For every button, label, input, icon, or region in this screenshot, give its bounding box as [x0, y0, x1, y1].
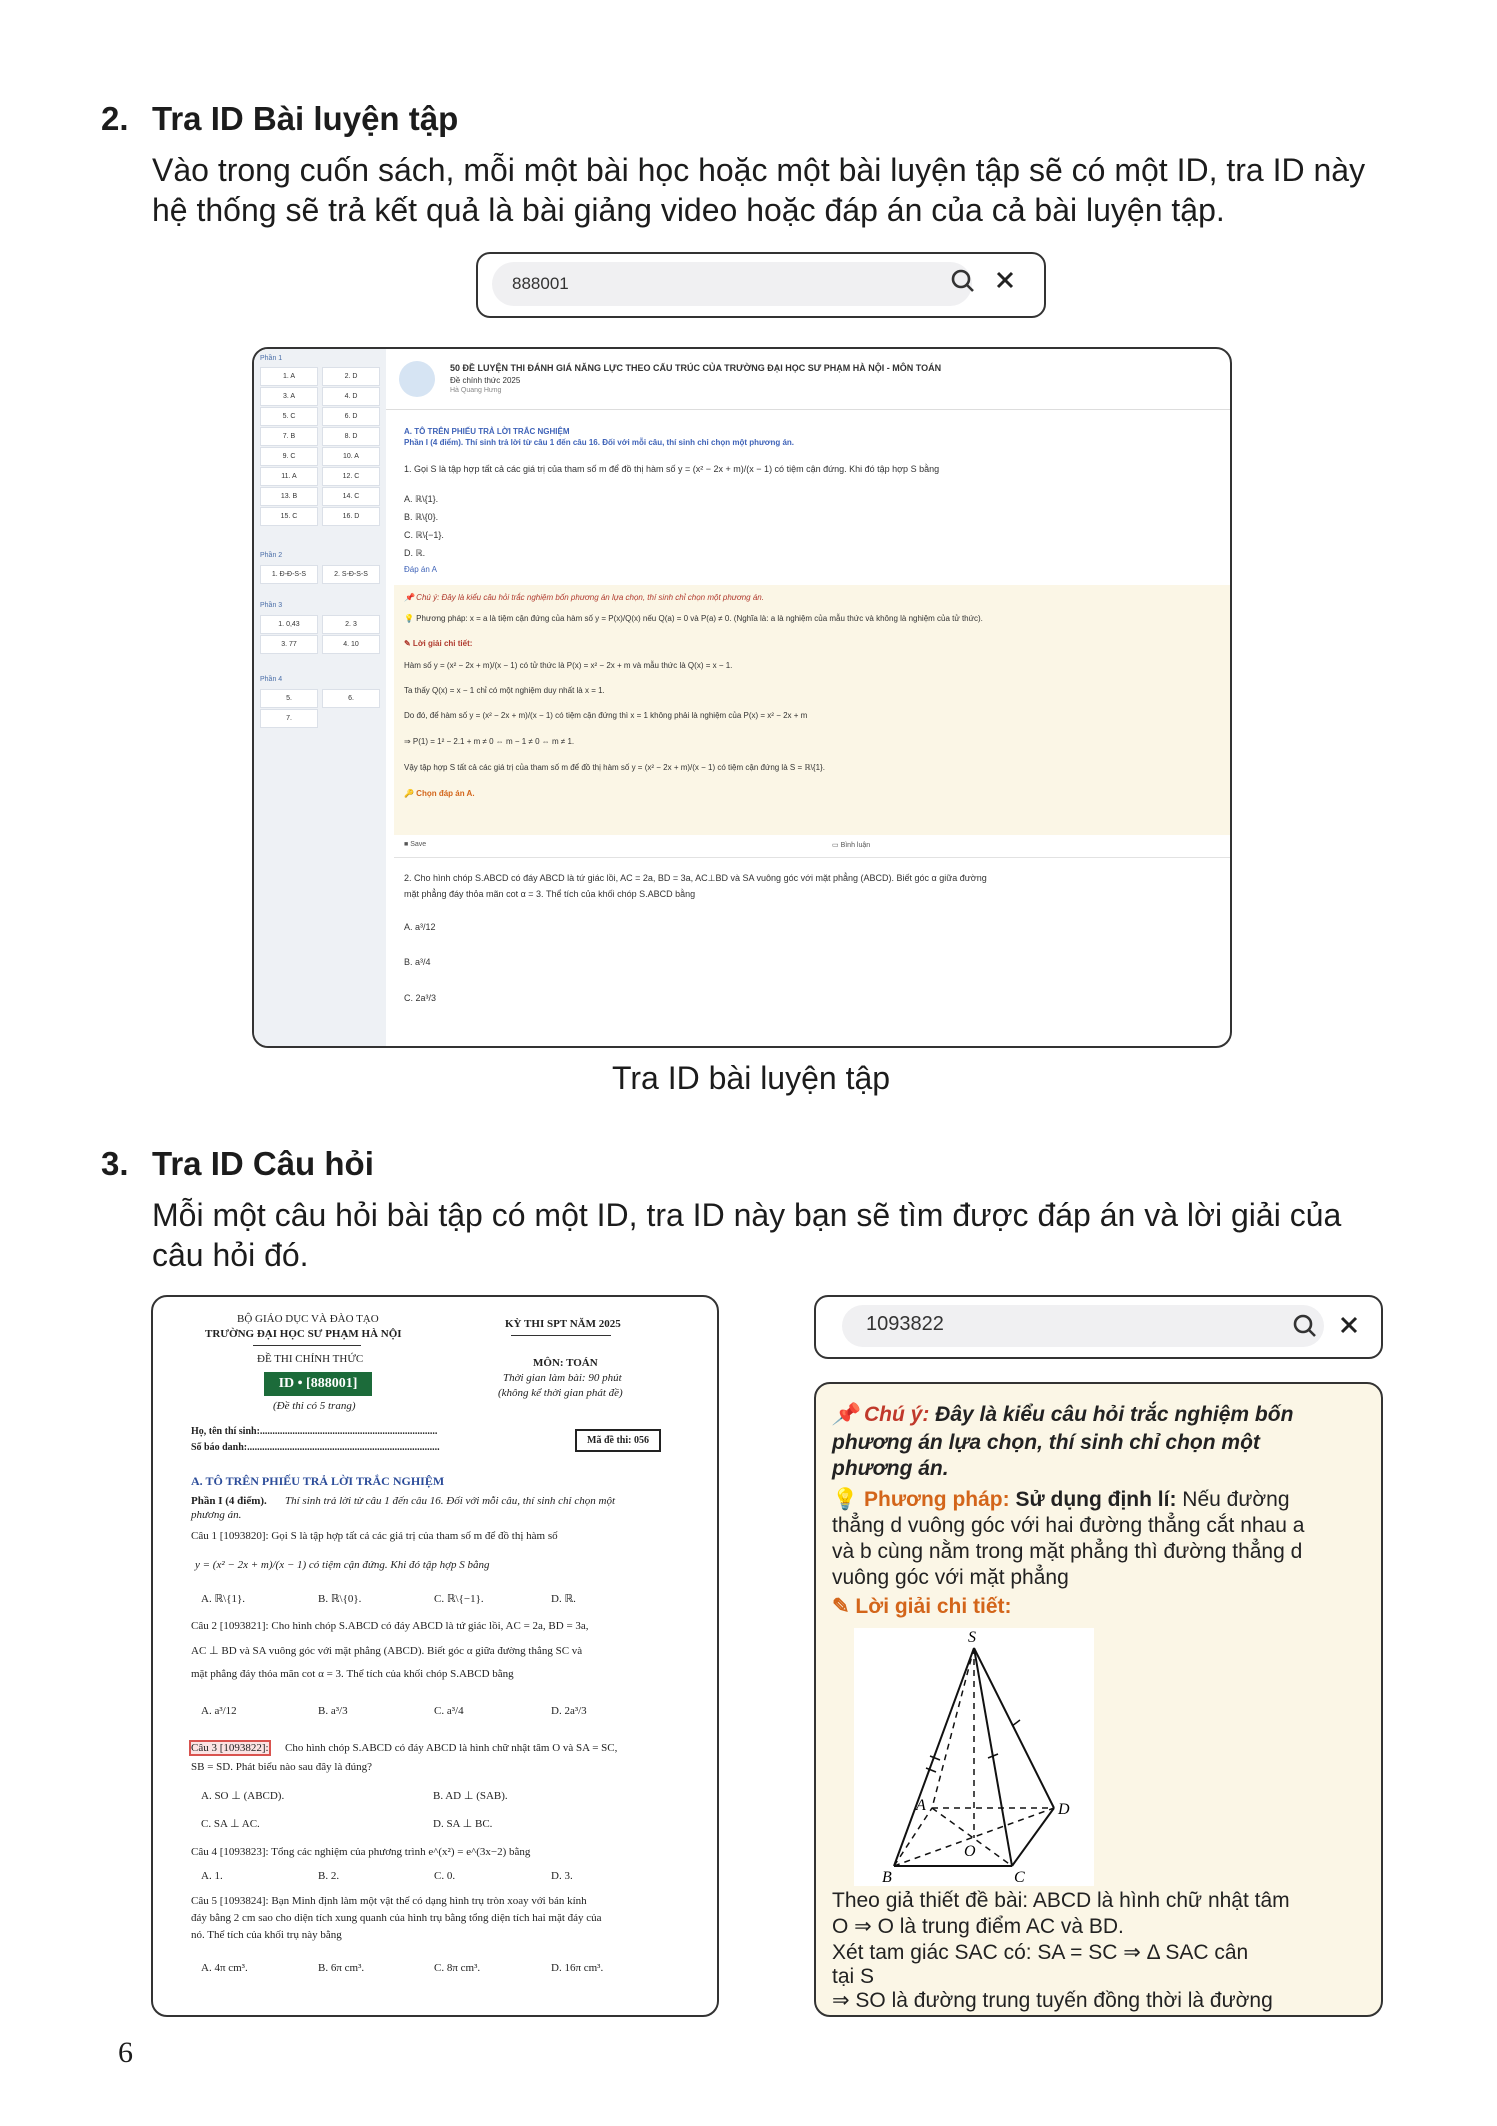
solution-line5: ⇒ SO là đường trung tuyến đồng thời là đường [832, 1989, 1273, 2012]
exam-q1-d: D. ℝ. [551, 1593, 576, 1605]
exam-q1: Câu 1 [1093820]: Gọi S là tập hợp tất cả các giá trị của tham số m để đồ thị hàm số [191, 1530, 558, 1542]
exam-q5-c: C. 8π cm³. [434, 1962, 481, 1974]
exam-q5-l1: Câu 5 [1093824]: Bạn Minh định làm một vật thể có dạng hình trụ tròn xoay với bán kính [191, 1895, 587, 1907]
pyramid-diagram [854, 1628, 1094, 1886]
answer-cell[interactable]: 7. [260, 709, 318, 728]
answer-cell[interactable]: 5. C [260, 407, 318, 426]
solution-line4: tại S [832, 1965, 875, 1988]
answer-cell[interactable]: 15. C [260, 507, 318, 526]
lesson-result-screenshot [252, 347, 1232, 1048]
method-line2: thẳng d vuông góc với hai đường thẳng cắt nhau a [832, 1514, 1305, 1537]
comment-icon: ▭ [832, 842, 841, 849]
section2-title: Tra ID Bài luyện tập [152, 100, 459, 137]
section2-number: 2. [101, 100, 129, 137]
exam-q3-c: C. SA ⊥ AC. [201, 1818, 260, 1830]
point-label-b: B [882, 1869, 892, 1886]
note-line3: phương án. [832, 1457, 949, 1480]
answer-cell[interactable]: 9. C [260, 447, 318, 466]
exam-q4-a: A. 1. [201, 1870, 223, 1882]
exam-q2-c: C. a³/4 [434, 1705, 464, 1717]
part1-description: Phần I (4 điểm). Thí sinh trả lời từ câu 1 đến câu 16. Đối với mỗi câu, thí sinh chỉ chọn một phương án. [404, 438, 795, 447]
answer-cell[interactable]: 2. S-Đ-S-S [322, 565, 380, 584]
q2-option-a: A. a³/12 [404, 922, 436, 932]
answer-cell[interactable]: 8. D [322, 427, 380, 446]
answer-cell[interactable]: 1. A [260, 367, 318, 386]
section3-para-line2: câu hỏi đó. [152, 1237, 309, 1273]
exam-q1-a: A. ℝ\{1}. [201, 1593, 246, 1605]
point-label-a: A [916, 1797, 926, 1814]
save-label: Save [410, 841, 427, 848]
solution-line-1: Hàm số y = (x² − 2x + m)/(x − 1) có tử thức là P(x) = x² − 2x + m và mẫu thức là Q(x) = x − 1. [404, 661, 733, 670]
answer-cell[interactable]: 5. [260, 689, 318, 708]
exam-q2-l1: Câu 2 [1093821]: Cho hình chóp S.ABCD có đáy ABCD là tứ giác lồi, AC = 2a, BD = 3a, [191, 1620, 589, 1632]
answer-cell[interactable]: 16. D [322, 507, 380, 526]
point-label-o: O [964, 1843, 976, 1860]
q1-option-b: B. ℝ\{0}. [404, 512, 439, 522]
subject: MÔN: TOÁN [533, 1357, 598, 1369]
answer-cell[interactable]: 13. B [260, 487, 318, 506]
point-label-d: D [1058, 1801, 1070, 1818]
exam-q5-l3: nó. Thể tích của khối trụ này bằng [191, 1929, 342, 1941]
answer-cell[interactable]: 7. B [260, 427, 318, 446]
answer-cell[interactable]: 12. C [322, 467, 380, 486]
method-bold: Sử dụng định lí: [1009, 1488, 1177, 1511]
exam-title: KỲ THI SPT NĂM 2025 [505, 1318, 621, 1330]
answer-cell[interactable]: 2. 3 [322, 615, 380, 634]
section2-para-line2: hệ thống sẽ trả kết quả là bài giảng video hoặc đáp án của cả bài luyện tập. [152, 192, 1225, 228]
answer-cell[interactable]: 3. A [260, 387, 318, 406]
answer-cell[interactable]: 1. 0,43 [260, 615, 318, 634]
exam-q5-b: B. 6π cm³. [318, 1962, 365, 1974]
solution-line-2: Ta thấy Q(x) = x − 1 chỉ có một nghiệm duy nhất là x = 1. [404, 686, 605, 695]
exam-q2-l3: mặt phẳng đáy thỏa mãn cot α = 3. Thể tích của khối chóp S.ABCD bằng [191, 1668, 514, 1680]
question-2-line1: 2. Cho hình chóp S.ABCD có đáy ABCD là tứ giác lồi, AC = 2a, BD = 3a, AC⊥BD và SA vuông góc với mặt phẳng (ABCD). Biết góc α giữa đường [404, 873, 987, 883]
result-title: 50 ĐỀ LUYỆN THI ĐÁNH GIÁ NĂNG LỰC THEO CẤU TRÚC CỦA TRƯỜNG ĐẠI HỌC SƯ PHẠM HÀ NỘI - MÔN TOÁN [450, 363, 942, 373]
question-2-line2: mặt phẳng đáy thỏa mãn cot α = 3. Thể tích của khối chóp S.ABCD bằng [404, 889, 696, 899]
question-1: 1. Gọi S là tập hợp tất cả các giá trị của tham số m để đồ thị hàm số y = (x² − 2x + m)/(x − 1) có tiệm cận đứng. Khi đó tập hợp S bằng [404, 464, 940, 474]
ministry: BỘ GIÁO DỤC VÀ ĐÀO TẠO [237, 1313, 379, 1325]
answer-cell[interactable]: 1. Đ-Đ-S-S [260, 565, 318, 584]
exam-q4-b: B. 2. [318, 1870, 340, 1882]
solution-line-3: Do đó, để hàm số y = (x² − 2x + m)/(x − 1) có tiệm cận đứng thì x = 1 không phải là nghiệm của P(x) = x² − 2x + m [404, 711, 808, 720]
exam-q1-b: B. ℝ\{0}. [318, 1593, 362, 1605]
discuss-label: Bình luận [840, 842, 871, 849]
exam-q4-d: D. 3. [551, 1870, 573, 1882]
q1-option-c: C. ℝ\{−1}. [404, 530, 444, 540]
exam-q3-id-highlight[interactable]: Câu 3 [1093822]: [191, 1742, 269, 1754]
section3-title: Tra ID Câu hỏi [152, 1145, 374, 1182]
page-number: 6 [118, 2036, 133, 2069]
exam-q1-formula: y = (x² − 2x + m)/(x − 1) có tiệm cận đứng. Khi đó tập hợp S bằng [195, 1559, 490, 1571]
exam-q3-d: D. SA ⊥ BC. [433, 1818, 493, 1830]
answer-cell[interactable]: 4. D [322, 387, 380, 406]
exam-section-a: A. TÔ TRÊN PHIẾU TRẢ LỜI TRẮC NGHIỆM [191, 1474, 445, 1488]
method-line: 💡 Phương pháp: x = a là tiệm cận đứng của hàm số y = P(x)/Q(x) nếu Q(a) = 0 và P(a) ≠ 0. (Nghĩa là: a là nghiệm của mẫu thức và không là nghiệm của tử thức). [404, 614, 983, 623]
exam-q5-d: D. 16π cm³. [551, 1962, 604, 1974]
search-box-lesson [476, 252, 1046, 318]
sidebar-part3: Phần 3 [260, 602, 283, 609]
q1-option-a: A. ℝ\{1}. [404, 494, 439, 504]
answer-cell[interactable]: 6. D [322, 407, 380, 426]
caption-lesson: Tra ID bài luyện tập [612, 1060, 891, 1096]
solution-line-5: Vậy tập hợp S tất cả các giá trị của tham số m để đồ thị hàm số y = (x² − 2x + m)/(x − 1) có tiệm cận đứng là S = ℝ\{1}. [404, 763, 825, 772]
solution-title: ✎ Lời giải chi tiết: [832, 1595, 1012, 1618]
q2-option-b: B. a³/4 [404, 957, 431, 967]
solution-line2: O ⇒ O là trung điểm AC và BD. [832, 1915, 1124, 1938]
exam-q3-rest: Cho hình chóp S.ABCD có đáy ABCD là hình chữ nhật tâm O và SA = SC, [285, 1742, 618, 1754]
search-input-value: 888001 [512, 274, 569, 293]
method-label: 💡 Phương pháp: [832, 1488, 1010, 1511]
method-line1: Nếu đường [1176, 1488, 1290, 1511]
time-note: (không kể thời gian phát đề) [498, 1387, 623, 1399]
candidate-name: Họ, tên thí sinh:....................................................................... [191, 1426, 438, 1437]
save-button[interactable] [404, 841, 426, 848]
method-line4: vuông góc với mặt phẳng [832, 1566, 1069, 1589]
note-line: 📌 Chú ý: Đây là kiểu câu hỏi trắc nghiệm bốn phương án lựa chọn, thí sinh chỉ chọn một phương án. [404, 593, 764, 602]
exam-q3-l2: SB = SD. Phát biểu nào sau đây là đúng? [191, 1761, 372, 1773]
solution-line3: Xét tam giác SAC có: SA = SC ⇒ Δ SAC cân [832, 1941, 1249, 1964]
solution-title: ✎ Lời giải chi tiết: [404, 639, 473, 648]
answer-cell[interactable]: 14. C [322, 487, 380, 506]
time: Thời gian làm bài: 90 phút [503, 1372, 622, 1384]
close-icon[interactable] [994, 268, 1016, 299]
exam-q2-b: B. a³/3 [318, 1705, 348, 1717]
bookmark-icon: ■ [404, 841, 411, 848]
note-label: 📌 Chú ý: [832, 1403, 930, 1426]
solution-line1: Theo giả thiết đề bài: ABCD là hình chữ nhật tâm [832, 1889, 1290, 1912]
answer-link[interactable]: Đáp án A [404, 565, 437, 574]
answer-sidebar [254, 349, 386, 1046]
search-icon[interactable] [1292, 1313, 1318, 1346]
solution-line-4: ⇒ P(1) = 1² − 2.1 + m ≠ 0 ⇔ m − 1 ≠ 0 ⇔ m ≠ 1. [404, 737, 575, 746]
sidebar-part4: Phần 4 [260, 676, 283, 683]
note-line2: phương án lựa chọn, thí sinh chỉ chọn một [832, 1431, 1260, 1454]
q2-option-c: C. 2a³/3 [404, 993, 437, 1003]
result-author: Hà Quang Hưng [450, 387, 502, 394]
section2-para-line1: Vào trong cuốn sách, mỗi một bài học hoặc một bài luyện tập sẽ có một ID, tra ID này [152, 152, 1366, 188]
discuss-button[interactable] [832, 841, 870, 849]
exam-q2-a: A. a³/12 [201, 1705, 237, 1717]
choose-answer: 🔑 Chọn đáp án A. [404, 789, 475, 798]
exam-q5-l2: đáy bằng 2 cm sao cho diện tích xung quanh của hình trụ bằng tổng diện tích hai mặt đáy của [191, 1912, 602, 1924]
sidebar-part1: Phần 1 [260, 355, 283, 362]
answer-cell[interactable]: 11. A [260, 467, 318, 486]
exam-q3-a: A. SO ⊥ (ABCD). [201, 1790, 285, 1802]
exam-q2-d: D. 2a³/3 [551, 1705, 587, 1717]
exam-q3-b: B. AD ⊥ (SAB). [433, 1790, 508, 1802]
exam-q2-l2: AC ⊥ BD và SA vuông góc với mặt phẳng (ABCD). Biết góc α giữa đường thẳng SC và [191, 1645, 583, 1657]
note-line1: Đây là kiểu câu hỏi trắc nghiệm bốn [929, 1403, 1294, 1426]
exam-code: Mã đề thi: 056 [575, 1429, 661, 1452]
point-label-c: C [1014, 1869, 1025, 1886]
exam-q5-a: A. 4π cm³. [201, 1962, 248, 1974]
point-label-s: S [968, 1629, 976, 1646]
answer-cell[interactable]: 4. 10 [322, 635, 380, 654]
official-label: ĐỀ THI CHÍNH THỨC [257, 1353, 364, 1365]
pages-note: (Đề thi có 5 trang) [273, 1400, 356, 1412]
question-solution-panel [814, 1382, 1383, 2017]
exam-q4-c: C. 0. [434, 1870, 456, 1882]
search-icon[interactable] [950, 268, 976, 301]
answer-cell[interactable]: 3. 77 [260, 635, 318, 654]
method-line3: và b cùng nằm trong mặt phẳng thì đường thẳng d [832, 1540, 1303, 1563]
exam-paper [151, 1295, 719, 2017]
exam-q1-c: C. ℝ\{−1}. [434, 1593, 484, 1605]
search-box-question [814, 1295, 1383, 1359]
section-a-heading: A. TÔ TRÊN PHIẾU TRẢ LỜI TRẮC NGHIỆM [404, 427, 570, 436]
sidebar-part2: Phần 2 [260, 552, 283, 559]
exam-part1-bold: Phần I (4 điểm). [191, 1495, 267, 1507]
section3-number: 3. [101, 1145, 129, 1182]
close-icon[interactable] [1338, 1313, 1360, 1344]
search-input-value: 1093822 [866, 1313, 944, 1335]
exam-id-badge: ID • [888001] [264, 1372, 372, 1396]
school: TRƯỜNG ĐẠI HỌC SƯ PHẠM HÀ NỘI [205, 1328, 402, 1340]
section3-para-line1: Mỗi một câu hỏi bài tập có một ID, tra ID này bạn sẽ tìm được đáp án và lời giải của [152, 1197, 1342, 1233]
candidate-number: Số báo danh:............................................................................. [191, 1442, 440, 1453]
q1-option-d: D. ℝ. [404, 548, 426, 558]
answer-cell[interactable]: 2. D [322, 367, 380, 386]
answer-cell[interactable]: 6. [322, 689, 380, 708]
author-avatar [399, 361, 435, 397]
result-subtitle: Đề chính thức 2025 [450, 376, 521, 385]
exam-part1-rest2: phương án. [191, 1509, 242, 1521]
exam-q4: Câu 4 [1093823]: Tổng các nghiệm của phương trình e^(x²) = e^(3x−2) bằng [191, 1846, 531, 1858]
answer-cell[interactable]: 10. A [322, 447, 380, 466]
exam-part1-rest: Thí sinh trả lời từ câu 1 đến câu 16. Đối với mỗi câu, thí sinh chỉ chọn một [285, 1495, 615, 1507]
